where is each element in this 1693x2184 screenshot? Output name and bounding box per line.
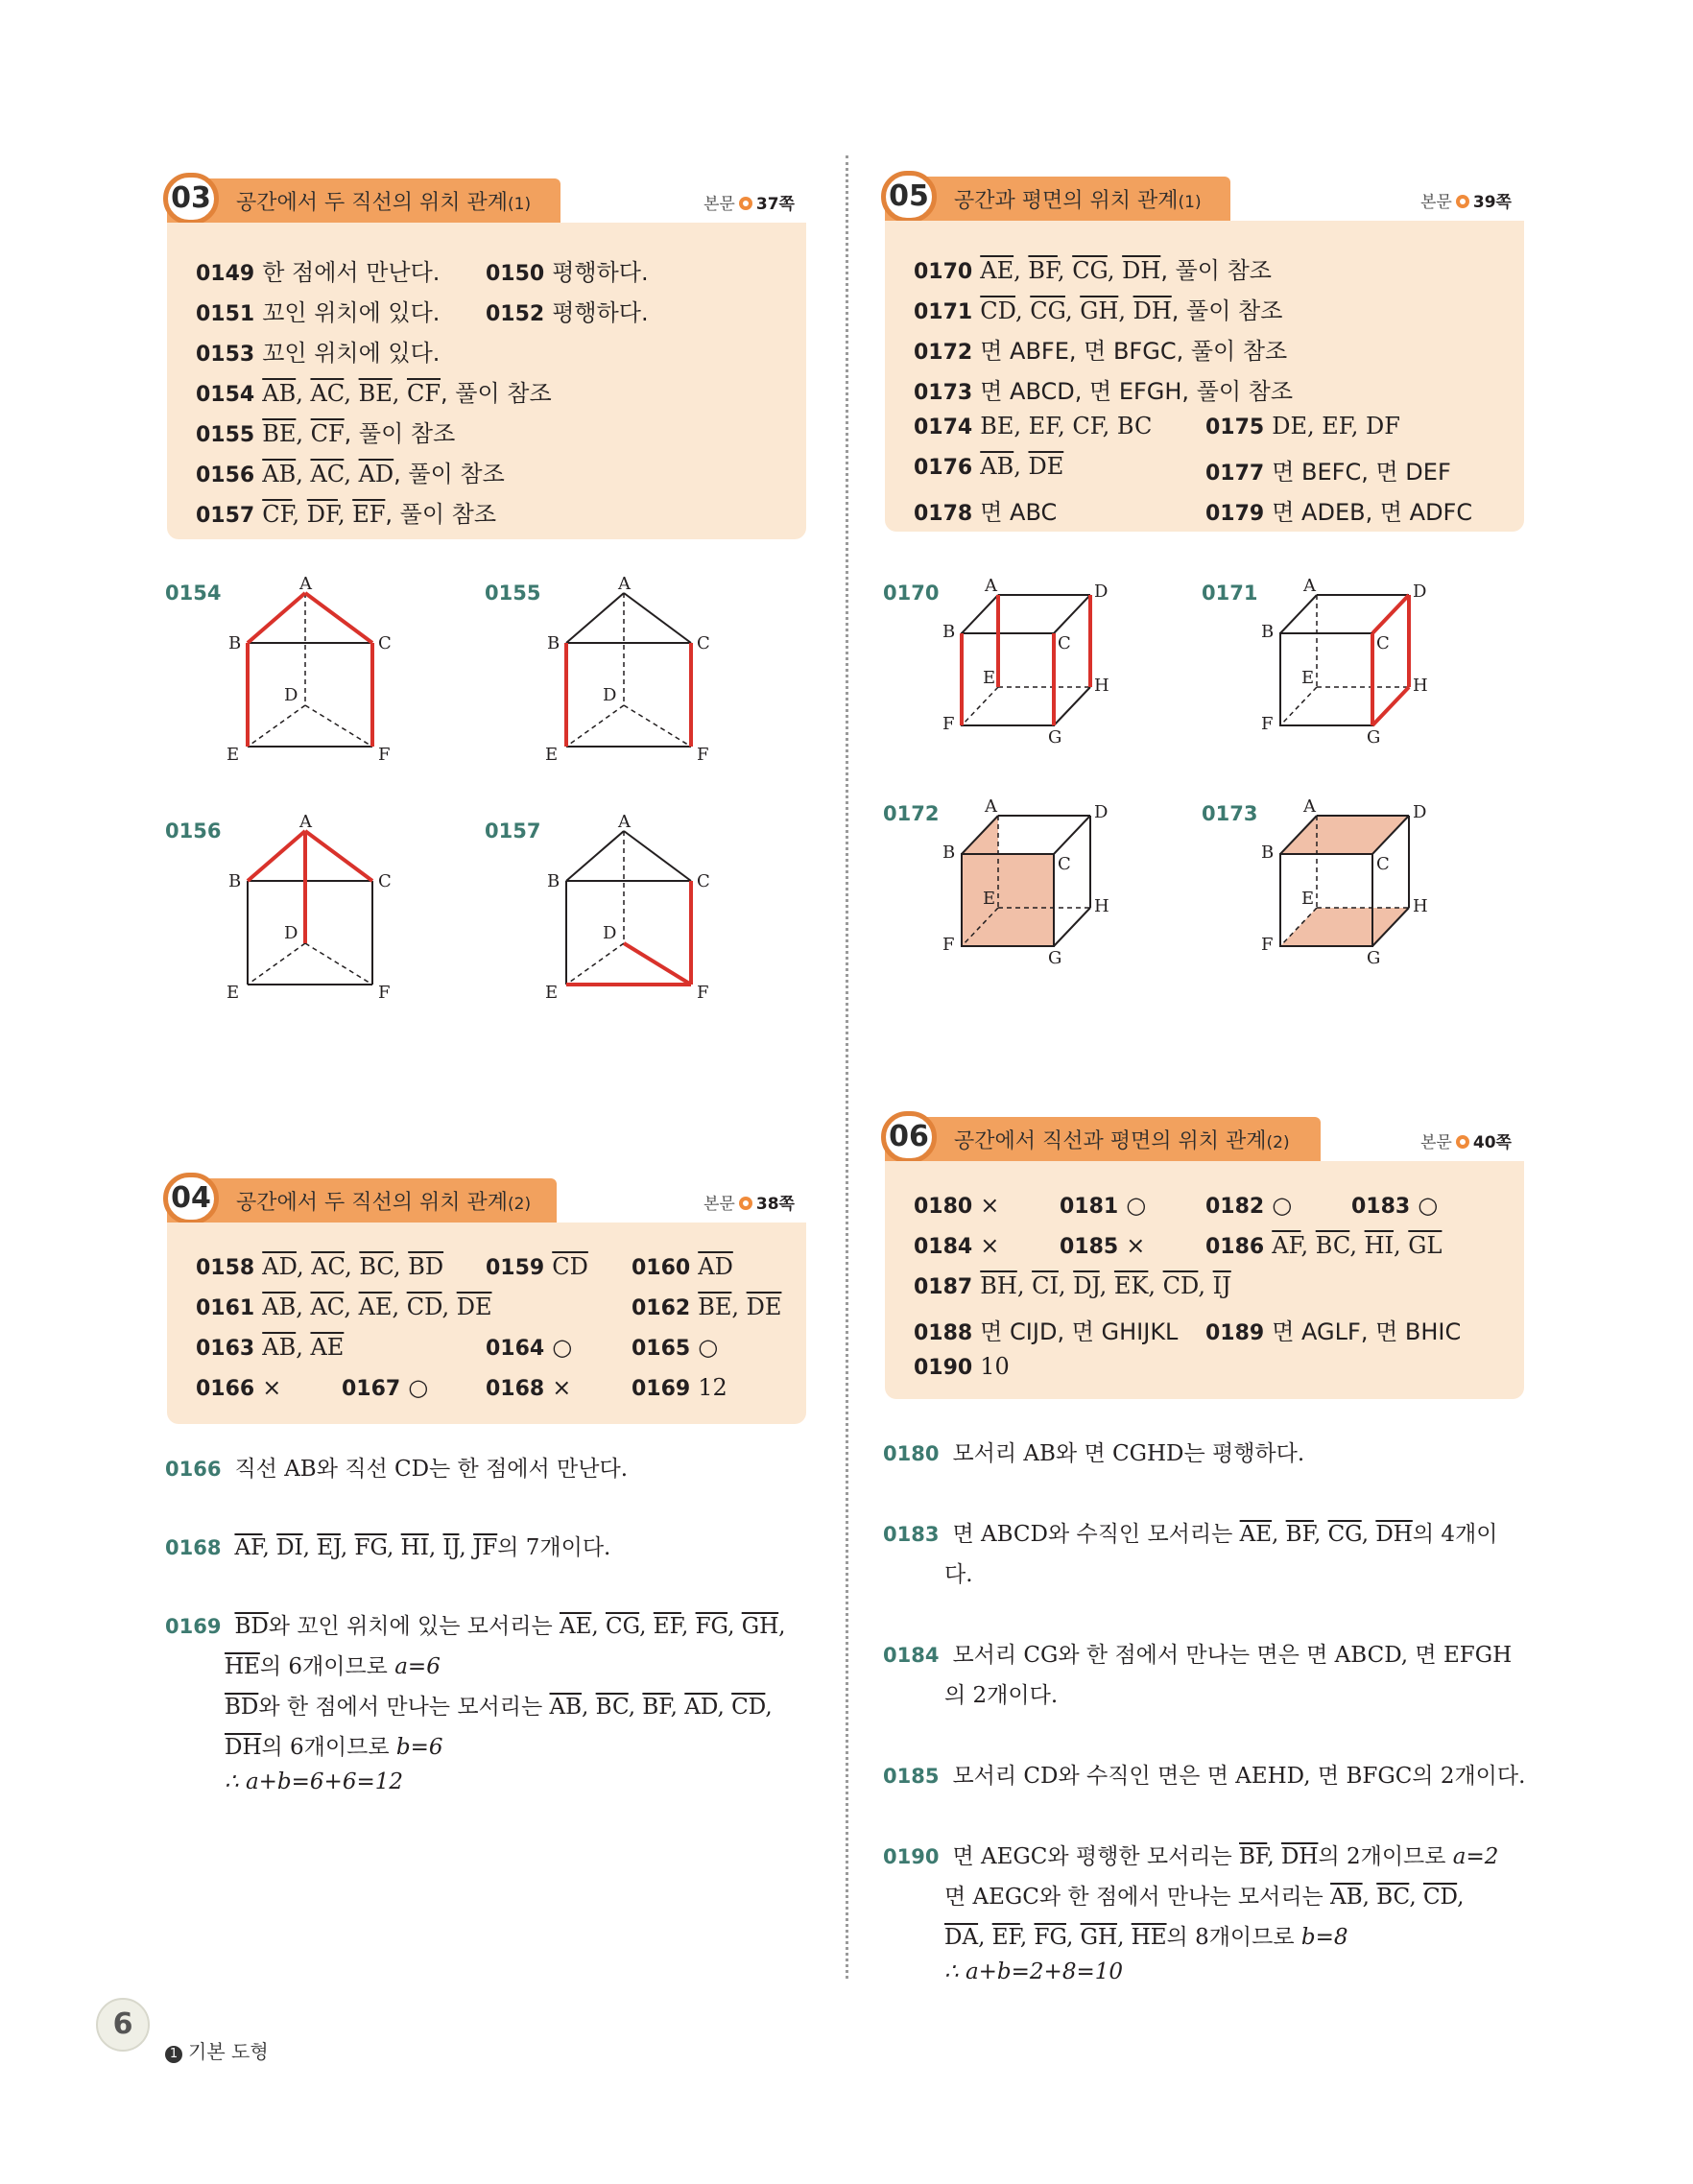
answer-0181: 0181 ○ xyxy=(1060,1192,1147,1219)
svg-text:D: D xyxy=(603,685,617,705)
answer-0186: 0186 $\overline{AF}$, $\overline{BC}$, $\overline{HI}$, $\overline{GL}$ xyxy=(1205,1232,1443,1259)
answer-0154: 0154 $\overline{AB}$, $\overline{AC}$, $\overline{BE}$, $\overline{CF}$, 풀이 참조 xyxy=(196,380,552,407)
answer-0175: 0175 DE, EF, DF xyxy=(1205,413,1400,439)
answer-0150: 0150 평행하다. xyxy=(486,259,649,286)
answer-0171: 0171 $\overline{CD}$, $\overline{CG}$, $\overline{GH}$, $\overline{DH}$, 풀이 참조 xyxy=(914,297,1283,324)
column-divider xyxy=(846,155,848,1979)
answer-0183: 0183 ○ xyxy=(1351,1192,1439,1219)
answer-0149: 0149 한 점에서 만난다. xyxy=(196,259,441,286)
cube-figure-0172 xyxy=(937,796,1119,969)
page-reference: 본문 39쪽 xyxy=(1420,193,1512,212)
answer-0162: 0162 $\overline{BE}$, $\overline{DE}$ xyxy=(632,1294,782,1320)
answer-0166: 0166 × xyxy=(196,1374,282,1401)
svg-text:D: D xyxy=(1413,802,1427,822)
svg-text:C: C xyxy=(1376,854,1390,874)
explanation-0183: 0183 면 ABCD와 수직인 모서리는 $\overline{AE}$, $\overline{BF}$, $\overline{CG}$, $\overline{DH}$의 4개이 xyxy=(883,1522,1498,1547)
svg-text:D: D xyxy=(284,685,298,705)
answer-0156: 0156 $\overline{AB}$, $\overline{AC}$, $\overline{AD}$, 풀이 참조 xyxy=(196,461,505,487)
answer-0182: 0182 ○ xyxy=(1205,1192,1293,1219)
arrow-circle-icon xyxy=(739,1197,752,1210)
explanation-line: ∴ a+b=6+6=12 xyxy=(225,1769,403,1794)
answer-0151: 0151 꼬인 위치에 있다. xyxy=(196,299,441,326)
answer-0153: 0153 꼬인 위치에 있다. xyxy=(196,340,441,367)
prism-figure-0156 xyxy=(221,814,403,1006)
answer-0173: 0173 면 ABCD, 면 EFGH, 풀이 참조 xyxy=(914,378,1294,405)
section-title: 공간에서 두 직선의 위치 관계(2) xyxy=(236,1191,532,1215)
answer-0165: 0165 ○ xyxy=(632,1334,719,1361)
svg-text:C: C xyxy=(697,871,710,891)
section-number: 05 xyxy=(881,171,937,223)
svg-text:H: H xyxy=(1413,896,1428,916)
cube-figure-0170 xyxy=(937,576,1119,748)
svg-text:D: D xyxy=(1094,802,1109,822)
svg-text:A: A xyxy=(985,576,997,596)
prism-figure-0155 xyxy=(539,576,722,768)
cube-figure-0171 xyxy=(1255,576,1438,748)
svg-text:E: E xyxy=(545,983,559,1003)
section-title: 공간과 평면의 위치 관계(1) xyxy=(954,189,1202,213)
answer-0188: 0188 면 CIJD, 면 GHIJKL xyxy=(914,1318,1179,1345)
explanation-0184: 0184 모서리 CG와 한 점에서 만나는 면은 면 ABCD, 면 EFGH xyxy=(883,1643,1513,1668)
arrow-circle-icon xyxy=(1456,195,1469,208)
answer-0155: 0155 $\overline{BE}$, $\overline{CF}$, 풀이 참조 xyxy=(196,420,456,447)
answer-0172: 0172 면 ABFE, 면 BFGC, 풀이 참조 xyxy=(914,338,1288,365)
figure-label: 0155 xyxy=(485,582,541,605)
answer-0190: 0190 10 xyxy=(914,1353,1010,1380)
svg-text:G: G xyxy=(1048,948,1062,968)
svg-text:A: A xyxy=(1303,576,1316,596)
answer-0160: 0160 $\overline{AD}$ xyxy=(632,1253,733,1280)
svg-text:F: F xyxy=(942,935,955,955)
section-04-header xyxy=(167,1178,557,1223)
svg-text:D: D xyxy=(603,923,617,943)
svg-text:D: D xyxy=(1094,582,1109,602)
answer-0168: 0168 × xyxy=(486,1374,572,1401)
page-number: 6 xyxy=(96,1998,150,2052)
svg-text:A: A xyxy=(985,796,997,817)
figure-label: 0156 xyxy=(165,819,222,843)
svg-text:G: G xyxy=(1367,948,1381,968)
svg-text:F: F xyxy=(378,745,391,765)
svg-text:H: H xyxy=(1413,676,1428,696)
svg-text:A: A xyxy=(299,814,312,832)
answer-0177: 0177 면 BEFC, 면 DEF xyxy=(1205,459,1451,486)
svg-text:E: E xyxy=(1301,889,1315,909)
answer-0163: 0163 $\overline{AB}$, $\overline{AE}$ xyxy=(196,1334,345,1361)
svg-text:E: E xyxy=(983,889,996,909)
svg-text:F: F xyxy=(378,983,391,1003)
answer-0176: 0176 $\overline{AB}$, $\overline{DE}$ xyxy=(914,453,1064,480)
answer-0178: 0178 면 ABC xyxy=(914,499,1058,526)
prism-figure-0154 xyxy=(221,576,403,768)
svg-text:E: E xyxy=(983,668,996,688)
section-number: 06 xyxy=(881,1111,937,1163)
figure-label: 0171 xyxy=(1202,582,1258,605)
svg-text:B: B xyxy=(228,633,242,653)
svg-text:B: B xyxy=(942,843,956,863)
svg-text:A: A xyxy=(618,576,631,594)
explanation-line: ∴ a+b=2+8=10 xyxy=(944,1959,1123,1984)
answer-0179: 0179 면 ADEB, 면 ADFC xyxy=(1205,499,1473,526)
svg-text:C: C xyxy=(378,871,392,891)
explanation-line: 다. xyxy=(944,1562,973,1587)
answer-0170: 0170 $\overline{AE}$, $\overline{BF}$, $\overline{CG}$, $\overline{DH}$, 풀이 참조 xyxy=(914,257,1272,284)
arrow-circle-icon xyxy=(1456,1135,1469,1149)
arrow-circle-icon xyxy=(739,197,752,210)
answer-0169: 0169 12 xyxy=(632,1374,727,1401)
svg-text:G: G xyxy=(1048,727,1062,748)
explanation-line: 면 AEGC와 한 점에서 만나는 모서리는 $\overline{AB}$, $\overline{BC}$, $\overline{CD}$, xyxy=(944,1885,1465,1910)
cube-figure-0173 xyxy=(1255,796,1438,969)
svg-text:B: B xyxy=(547,633,560,653)
svg-text:H: H xyxy=(1094,676,1109,696)
svg-text:A: A xyxy=(618,814,631,832)
svg-text:H: H xyxy=(1094,896,1109,916)
svg-text:D: D xyxy=(1413,582,1427,602)
answer-0164: 0164 ○ xyxy=(486,1334,573,1361)
svg-text:B: B xyxy=(942,622,956,642)
svg-text:B: B xyxy=(547,871,560,891)
figure-label: 0173 xyxy=(1202,802,1258,825)
answer-0158: 0158 $\overline{AD}$, $\overline{AC}$, $\overline{BC}$, $\overline{BD}$ xyxy=(196,1253,444,1280)
page-reference: 본문 40쪽 xyxy=(1420,1133,1512,1152)
answer-0180: 0180 × xyxy=(914,1192,1000,1219)
svg-text:C: C xyxy=(1058,633,1071,653)
section-03-header xyxy=(167,178,560,223)
answer-0189: 0189 면 AGLF, 면 BHIC xyxy=(1205,1318,1462,1345)
svg-text:C: C xyxy=(378,633,392,653)
answer-0159: 0159 $\overline{CD}$ xyxy=(486,1253,588,1280)
answer-0184: 0184 × xyxy=(914,1232,1000,1259)
figure-label: 0154 xyxy=(165,582,222,605)
section-number: 03 xyxy=(163,173,219,225)
section-06-header xyxy=(885,1117,1321,1161)
svg-text:G: G xyxy=(1367,727,1381,748)
answer-0167: 0167 ○ xyxy=(342,1374,429,1401)
explanation-line: $\overline{BD}$와 한 점에서 만나는 모서리는 $\overline{AB}$, $\overline{BC}$, $\overline{BF}$, $\overline{AD}$, $\overline{CD}$, xyxy=(225,1695,773,1720)
svg-text:E: E xyxy=(1301,668,1315,688)
section-title: 공간에서 두 직선의 위치 관계(1) xyxy=(236,191,532,215)
explanation-line: $\overline{DA}$, $\overline{EF}$, $\overline{FG}$, $\overline{GH}$, $\overline{HE}$의 8개이므로 b=8 xyxy=(944,1925,1348,1950)
section-title: 공간에서 직선과 평면의 위치 관계(2) xyxy=(954,1129,1290,1153)
svg-text:E: E xyxy=(545,745,559,765)
explanation-0180: 0180 모서리 AB와 면 CGHD는 평행하다. xyxy=(883,1441,1305,1466)
svg-text:F: F xyxy=(1261,714,1274,734)
svg-text:A: A xyxy=(299,576,312,594)
figure-label: 0172 xyxy=(883,802,940,825)
explanation-0169: 0169 $\overline{BD}$와 꼬인 위치에 있는 모서리는 $\overline{AE}$, $\overline{CG}$, $\overline{EF}$, $\overline{FG}$, $\overline{GH}$, xyxy=(165,1614,786,1639)
svg-text:F: F xyxy=(697,983,709,1003)
explanation-line: 의 2개이다. xyxy=(944,1683,1059,1708)
answer-0174: 0174 BE, EF, CF, BC xyxy=(914,413,1153,439)
svg-text:B: B xyxy=(228,871,242,891)
page-reference: 본문 38쪽 xyxy=(703,1195,795,1214)
svg-text:C: C xyxy=(1058,854,1071,874)
answer-0161: 0161 $\overline{AB}$, $\overline{AC}$, $\overline{AE}$, $\overline{CD}$, $\overline{DE}$ xyxy=(196,1294,492,1320)
svg-text:F: F xyxy=(1261,935,1274,955)
chapter-number-icon: 1 xyxy=(165,2046,182,2063)
figure-label: 0157 xyxy=(485,819,541,843)
page-reference: 본문 37쪽 xyxy=(703,195,795,214)
explanation-0166: 0166 직선 AB와 직선 CD는 한 점에서 만난다. xyxy=(165,1457,629,1482)
prism-figure-0157 xyxy=(539,814,722,1006)
svg-text:C: C xyxy=(1376,633,1390,653)
svg-text:C: C xyxy=(697,633,710,653)
svg-text:F: F xyxy=(942,714,955,734)
svg-text:B: B xyxy=(1261,843,1275,863)
answer-0187: 0187 $\overline{BH}$, $\overline{CI}$, $\overline{DJ}$, $\overline{EK}$, $\overline{CD}$, $\overline{IJ}$ xyxy=(914,1272,1231,1299)
explanation-line: $\overline{DH}$의 6개이므로 b=6 xyxy=(225,1735,443,1760)
svg-text:A: A xyxy=(1303,796,1316,817)
svg-text:E: E xyxy=(227,983,240,1003)
explanation-0168: 0168 $\overline{AF}$, $\overline{DI}$, $\overline{EJ}$, $\overline{FG}$, $\overline{HI}$, $\overline{IJ}$, $\overline{JF}$의 7개이다. xyxy=(165,1535,611,1560)
explanation-0190: 0190 면 AEGC와 평행한 모서리는 $\overline{BF}$, $\overline{DH}$의 2개이므로 a=2 xyxy=(883,1844,1499,1869)
answer-0157: 0157 $\overline{CF}$, $\overline{DF}$, $\overline{EF}$, 풀이 참조 xyxy=(196,501,496,528)
answer-0185: 0185 × xyxy=(1060,1232,1146,1259)
svg-text:E: E xyxy=(227,745,240,765)
explanation-0185: 0185 모서리 CD와 수직인 면은 면 AEHD, 면 BFGC의 2개이다. xyxy=(883,1764,1526,1789)
figure-label: 0170 xyxy=(883,582,940,605)
explanation-line: $\overline{HE}$의 6개이므로 a=6 xyxy=(225,1654,441,1679)
chapter-title: 1 기본 도형 xyxy=(165,2036,269,2064)
svg-text:B: B xyxy=(1261,622,1275,642)
answer-0152: 0152 평행하다. xyxy=(486,299,649,326)
section-05-header xyxy=(885,177,1230,221)
section-number: 04 xyxy=(163,1173,219,1224)
svg-text:D: D xyxy=(284,923,298,943)
svg-text:F: F xyxy=(697,745,709,765)
